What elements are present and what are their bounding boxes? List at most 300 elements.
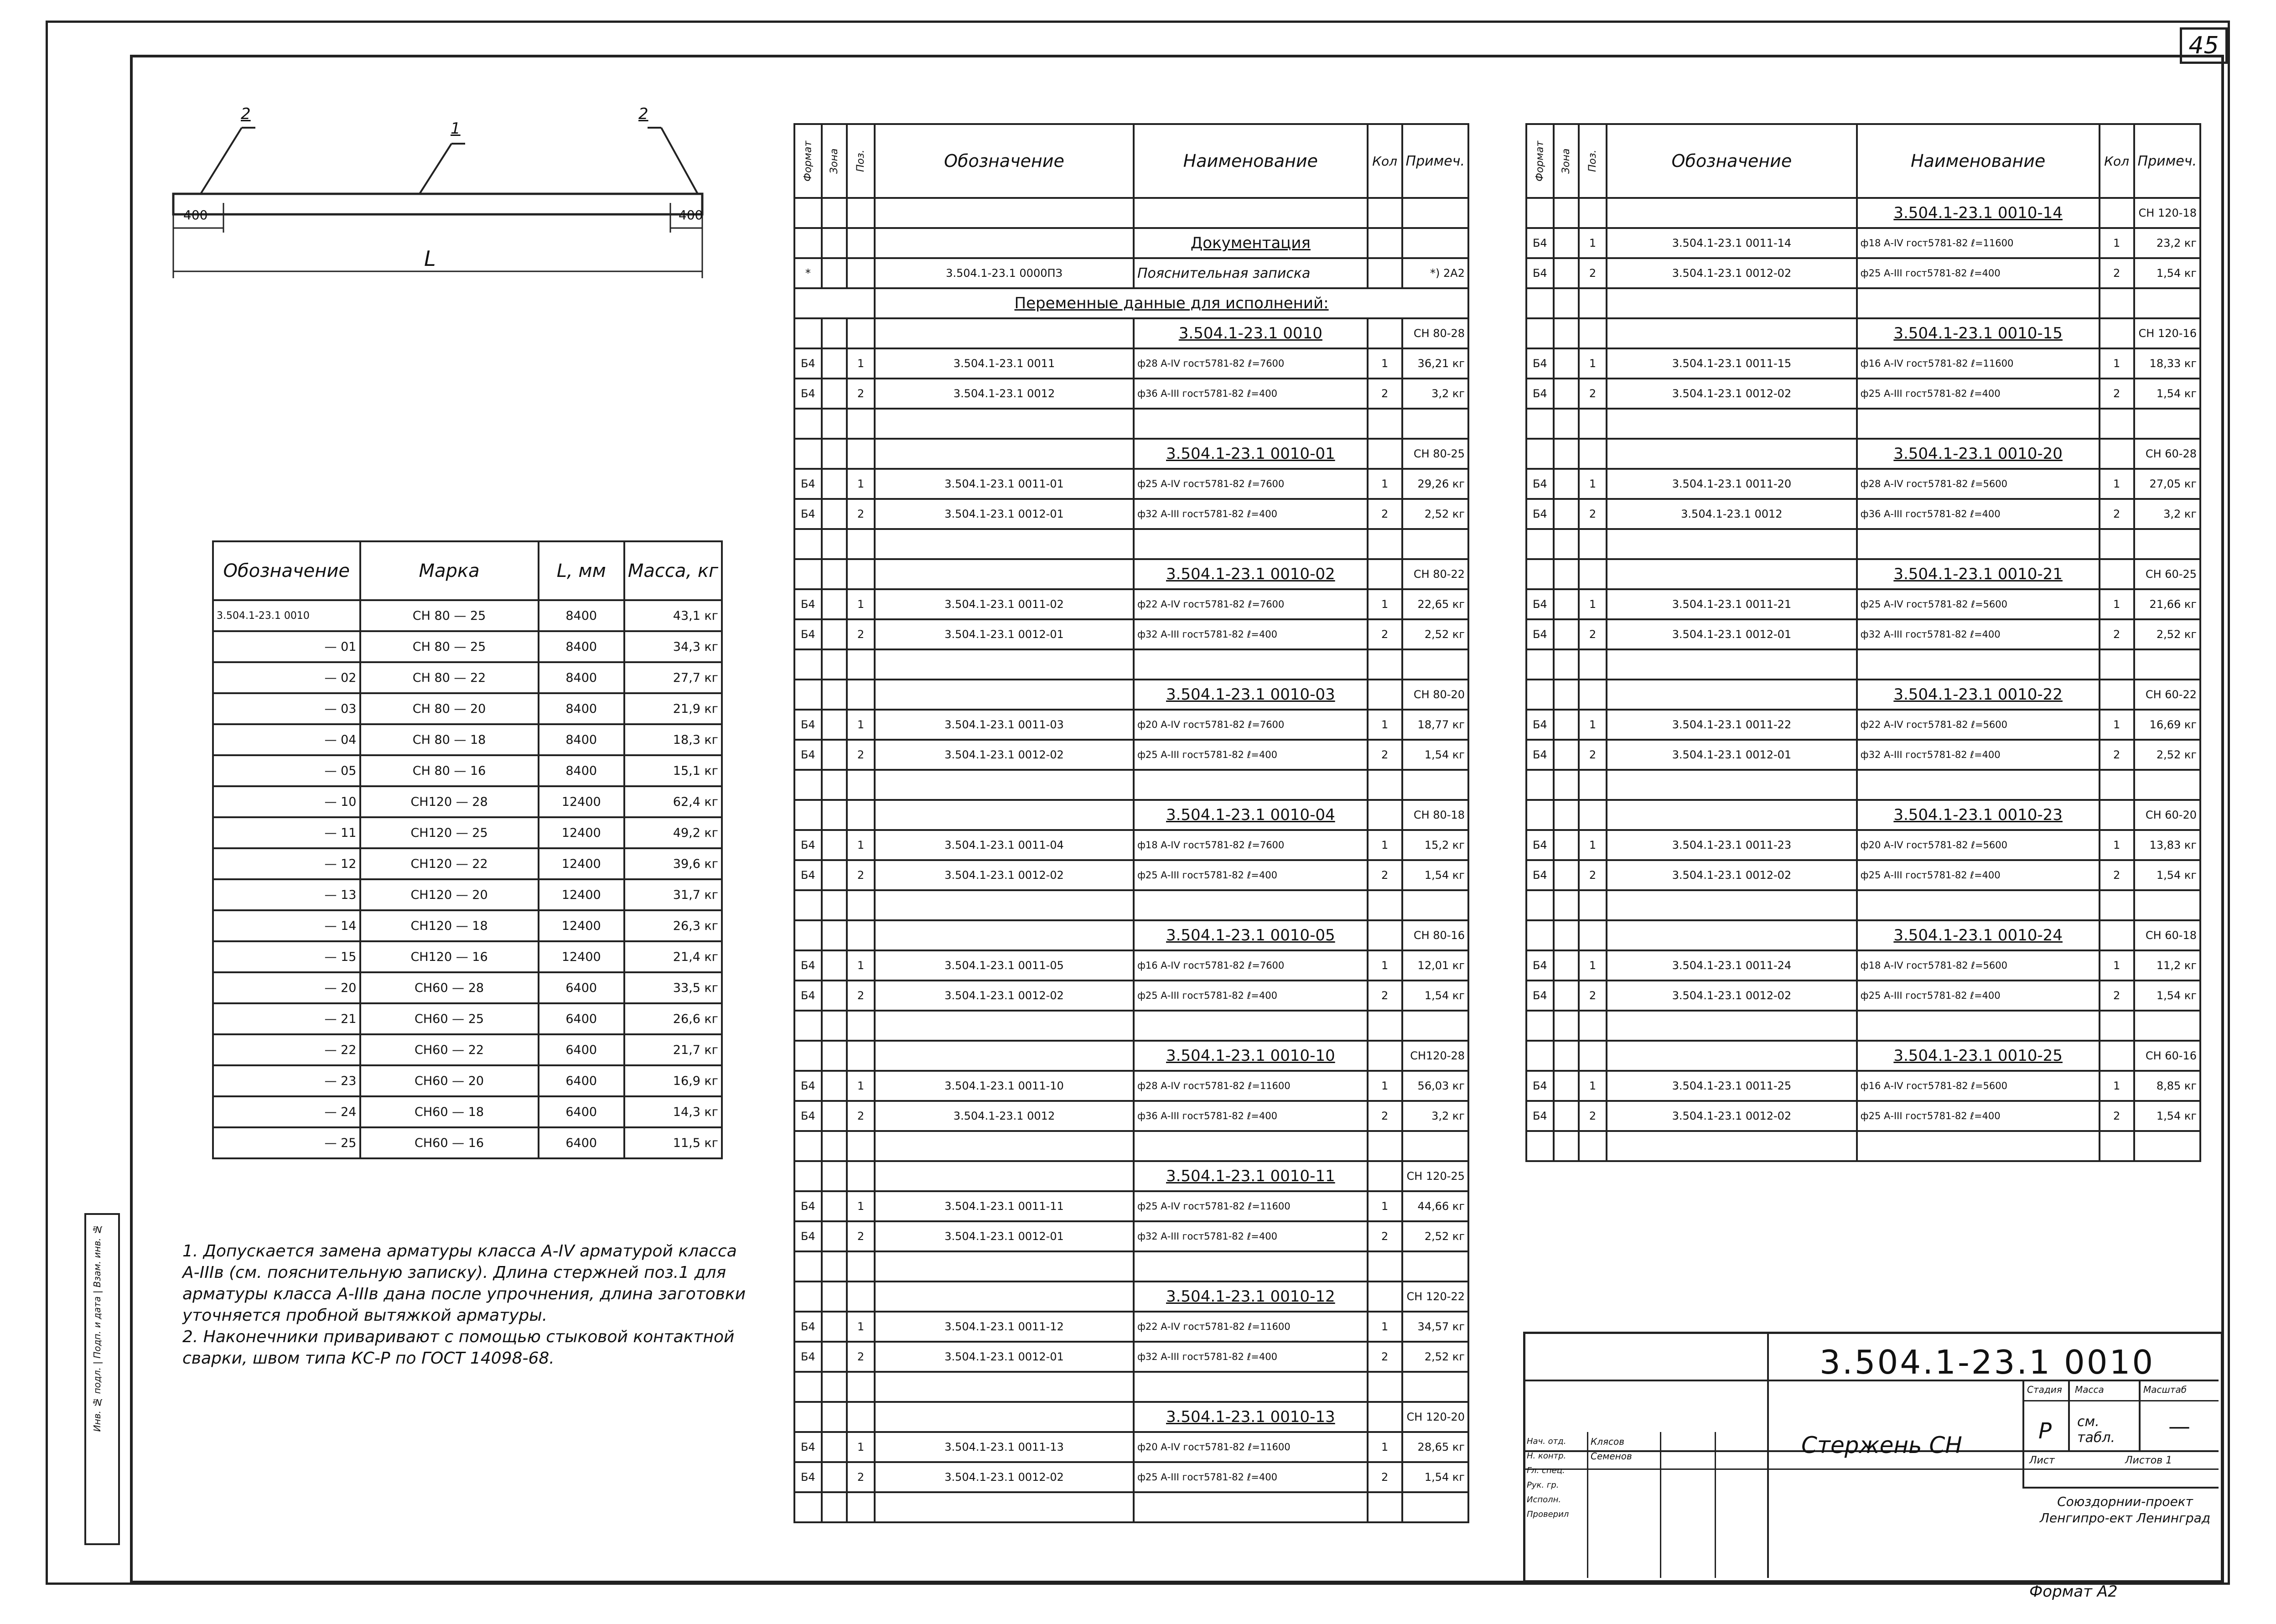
spec-right-cell-note: СН 60-25 bbox=[2134, 559, 2200, 589]
spec-left-cell-zone bbox=[822, 409, 847, 439]
spec-left-cell-note: СН 80-18 bbox=[1402, 800, 1468, 830]
spec-right-cell-designation: 3.504.1-23.1 0011-21 bbox=[1607, 589, 1857, 619]
spec-left-cell-note: 2,52 кг bbox=[1402, 619, 1468, 649]
dim-right-value: 400 bbox=[679, 208, 703, 223]
spec-left-cell-designation: 3.504.1-23.1 0012-02 bbox=[875, 1462, 1134, 1492]
spec-left-cell-pos bbox=[847, 1131, 875, 1161]
spec-right-cell-format: Б4 bbox=[1526, 499, 1554, 529]
spec-right-cell-pos bbox=[1579, 318, 1607, 348]
spec-right-cell-designation: 3.504.1-23.1 0011-22 bbox=[1607, 710, 1857, 740]
spec-right-cell-note bbox=[2134, 1011, 2200, 1041]
spec-left-section-title: Переменные данные для исполнений: bbox=[875, 288, 1468, 318]
spec-left-cell-qty bbox=[1368, 198, 1402, 228]
mark-cell-length: 12400 bbox=[539, 910, 624, 941]
spec-right-cell-zone bbox=[1554, 860, 1579, 890]
spec-left-cell-zone bbox=[822, 318, 847, 348]
spec-right-cell-format bbox=[1526, 890, 1554, 920]
spec-left-cell-note: 1,54 кг bbox=[1402, 860, 1468, 890]
spec-left-row bbox=[794, 740, 1468, 770]
spec-left-cell-note: 3,2 кг bbox=[1402, 379, 1468, 409]
tb-sign-role: Гл. спец. bbox=[1527, 1466, 1565, 1475]
spec-left-row bbox=[794, 379, 1468, 409]
spec-right-cell-pos bbox=[1579, 890, 1607, 920]
spec-left-cell-format bbox=[794, 1131, 822, 1161]
spec-right-cell-pos: 1 bbox=[1579, 710, 1607, 740]
spec-right-cell-format bbox=[1526, 559, 1554, 589]
spec-right-cell-pos: 1 bbox=[1579, 348, 1607, 379]
spec-left-cell-pos: 1 bbox=[847, 1432, 875, 1462]
tb-mass-label: Масса bbox=[2075, 1384, 2104, 1395]
spec-right-cell-designation: 3.504.1-23.1 0012-02 bbox=[1607, 258, 1857, 288]
spec-left-cell-zone bbox=[822, 680, 847, 710]
mark-cell-mark: СН60 — 28 bbox=[360, 972, 539, 1003]
spec-right-cell-qty bbox=[2100, 318, 2134, 348]
spec-right-cell-name: ф20 А-IV гост5781-82 ℓ=5600 bbox=[1857, 830, 2100, 860]
spec-left-cell-qty: 1 bbox=[1368, 589, 1402, 619]
mark-cell-mark: СН120 — 16 bbox=[360, 941, 539, 972]
spec-right-cell-qty bbox=[2100, 1131, 2134, 1161]
spec-left-row bbox=[794, 1041, 1468, 1071]
spec-left-cell-designation bbox=[875, 439, 1134, 469]
tb-scale-label: Масштаб bbox=[2143, 1384, 2187, 1395]
spec-right-cell-format: Б4 bbox=[1526, 981, 1554, 1011]
spec-left-cell-name bbox=[1134, 1011, 1368, 1041]
spec-right-cell-designation bbox=[1607, 1131, 1857, 1161]
spec-right-row bbox=[1526, 860, 2200, 890]
mark-cell-mark: СН60 — 20 bbox=[360, 1065, 539, 1096]
spec-left-cell-note: СН 80-28 bbox=[1402, 318, 1468, 348]
spec-left-row bbox=[794, 559, 1468, 589]
spec-left-row bbox=[794, 649, 1468, 680]
spec-right-row bbox=[1526, 258, 2200, 288]
spec-left-cell-format bbox=[794, 439, 822, 469]
spec-left-row bbox=[794, 1282, 1468, 1312]
spec-right-cell-name bbox=[1857, 890, 2100, 920]
spec-left-row bbox=[794, 830, 1468, 860]
mark-cell-length: 6400 bbox=[539, 1127, 624, 1158]
spec-left-cell-qty bbox=[1368, 1131, 1402, 1161]
spec-right-header-qty: Кол bbox=[2100, 124, 2134, 198]
spec-right-cell-format bbox=[1526, 529, 1554, 559]
spec-right-cell-qty bbox=[2100, 890, 2134, 920]
spec-left-cell-zone bbox=[822, 1011, 847, 1041]
mark-cell-mass: 26,6 кг bbox=[624, 1003, 722, 1034]
spec-left-row bbox=[794, 288, 1468, 318]
spec-right-cell-note: 18,33 кг bbox=[2134, 348, 2200, 379]
spec-right-cell-name bbox=[1857, 770, 2100, 800]
spec-right-row bbox=[1526, 830, 2200, 860]
spec-left-cell-name: 3.504.1-23.1 0010-03 bbox=[1134, 680, 1368, 710]
spec-left-cell-format: Б4 bbox=[794, 740, 822, 770]
spec-left-row bbox=[794, 800, 1468, 830]
spec-left-cell-pos bbox=[847, 770, 875, 800]
spec-left-cell-designation: 3.504.1-23.1 0011-03 bbox=[875, 710, 1134, 740]
spec-left-cell-format: Б4 bbox=[794, 1071, 822, 1101]
spec-right-cell-zone bbox=[1554, 1041, 1579, 1071]
mark-cell-mass: 21,4 кг bbox=[624, 941, 722, 972]
spec-left-cell-qty bbox=[1368, 890, 1402, 920]
tb-sign-name: Клясов bbox=[1591, 1436, 1625, 1447]
spec-right-row bbox=[1526, 950, 2200, 981]
spec-right-cell-note bbox=[2134, 288, 2200, 318]
mark-cell-length: 8400 bbox=[539, 662, 624, 693]
label-pos2-left: 2 bbox=[241, 105, 251, 123]
spec-right-cell-note bbox=[2134, 890, 2200, 920]
spec-left-cell-note: СН 80-22 bbox=[1402, 559, 1468, 589]
spec-right-row bbox=[1526, 469, 2200, 499]
spec-left-cell-qty bbox=[1368, 649, 1402, 680]
spec-right-cell-qty bbox=[2100, 559, 2134, 589]
title-block-title: Стержень СН bbox=[1801, 1432, 1962, 1458]
spec-left-cell-pos bbox=[847, 800, 875, 830]
spec-right-cell-format: Б4 bbox=[1526, 619, 1554, 649]
spec-left-header-qty: Кол bbox=[1368, 124, 1402, 198]
spec-right-cell-zone bbox=[1554, 649, 1579, 680]
spec-right-row bbox=[1526, 770, 2200, 800]
spec-right-cell-zone bbox=[1554, 318, 1579, 348]
spec-right-cell-note: 1,54 кг bbox=[2134, 981, 2200, 1011]
spec-left-cell-zone bbox=[822, 1432, 847, 1462]
spec-left-cell-zone bbox=[822, 860, 847, 890]
spec-right-cell-designation: 3.504.1-23.1 0011-23 bbox=[1607, 830, 1857, 860]
spec-right-cell-pos bbox=[1579, 920, 1607, 950]
spec-left-cell-qty: 2 bbox=[1368, 981, 1402, 1011]
spec-left-row bbox=[794, 439, 1468, 469]
spec-left-cell-zone bbox=[822, 710, 847, 740]
spec-right-cell-note: 1,54 кг bbox=[2134, 258, 2200, 288]
spec-left-cell-name: 3.504.1-23.1 0010-13 bbox=[1134, 1402, 1368, 1432]
spec-right-cell-format bbox=[1526, 439, 1554, 469]
spec-right-cell-note: СН 60-16 bbox=[2134, 1041, 2200, 1071]
spec-right-cell-designation bbox=[1607, 800, 1857, 830]
spec-right-header-zone: Зона bbox=[1554, 124, 1579, 198]
spec-left-cell-qty: 1 bbox=[1368, 950, 1402, 981]
spec-right-row bbox=[1526, 318, 2200, 348]
spec-right-cell-format bbox=[1526, 1011, 1554, 1041]
spec-left-cell-name: ф22 А-IV гост5781-82 ℓ=7600 bbox=[1134, 589, 1368, 619]
spec-left-cell-format bbox=[794, 920, 822, 950]
mark-cell-designation: — 10 bbox=[213, 786, 360, 817]
spec-right-cell-pos: 2 bbox=[1579, 379, 1607, 409]
spec-left-cell-format: Б4 bbox=[794, 469, 822, 499]
spec-left-header-designation: Обозначение bbox=[875, 124, 1134, 198]
spec-left-cell-zone bbox=[822, 258, 847, 288]
spec-right-cell-qty: 1 bbox=[2100, 589, 2134, 619]
spec-left-cell-format bbox=[794, 770, 822, 800]
spec-right-cell-zone bbox=[1554, 529, 1579, 559]
mark-cell-designation: — 25 bbox=[213, 1127, 360, 1158]
spec-left-row bbox=[794, 1372, 1468, 1402]
spec-left-cell-designation: 3.504.1-23.1 0011-04 bbox=[875, 830, 1134, 860]
spec-right-cell-name bbox=[1857, 288, 2100, 318]
spec-left-cell-note bbox=[1402, 649, 1468, 680]
spec-left-cell-name: Документация bbox=[1134, 228, 1368, 258]
spec-right-cell-qty bbox=[2100, 1041, 2134, 1071]
spec-left-cell-pos: 1 bbox=[847, 830, 875, 860]
spec-right-cell-qty bbox=[2100, 649, 2134, 680]
spec-right-cell-name: 3.504.1-23.1 0010-24 bbox=[1857, 920, 2100, 950]
spec-right-cell-name: ф22 А-IV гост5781-82 ℓ=5600 bbox=[1857, 710, 2100, 740]
spec-left-cell-designation: 3.504.1-23.1 0011-02 bbox=[875, 589, 1134, 619]
spec-right-cell-format bbox=[1526, 409, 1554, 439]
spec-right-cell-format bbox=[1526, 198, 1554, 228]
spec-right-cell-note: СН 120-18 bbox=[2134, 198, 2200, 228]
tb-sign-role: Рук. гр. bbox=[1527, 1480, 1559, 1490]
spec-right-cell-name bbox=[1857, 649, 2100, 680]
spec-left-cell-pos bbox=[847, 890, 875, 920]
spec-left-row bbox=[794, 1492, 1468, 1522]
spec-right-cell-pos: 1 bbox=[1579, 830, 1607, 860]
sheet-number: 45 bbox=[2180, 27, 2228, 64]
spec-left-cell-zone bbox=[822, 1101, 847, 1131]
spec-left-header-pos: Поз. bbox=[847, 124, 875, 198]
spec-right-header-name: Наименование bbox=[1857, 124, 2100, 198]
spec-left-cell-qty bbox=[1368, 920, 1402, 950]
spec-right-cell-zone bbox=[1554, 1131, 1579, 1161]
spec-right-cell-format bbox=[1526, 288, 1554, 318]
spec-right-cell-designation: 3.504.1-23.1 0011-14 bbox=[1607, 228, 1857, 258]
spec-right-cell-qty: 2 bbox=[2100, 981, 2134, 1011]
spec-left-cell-blank bbox=[794, 288, 875, 318]
mark-cell-mass: 31,7 кг bbox=[624, 879, 722, 910]
spec-left-row bbox=[794, 710, 1468, 740]
spec-right-cell-note: 23,2 кг bbox=[2134, 228, 2200, 258]
spec-left-row bbox=[794, 1462, 1468, 1492]
spec-right-cell-designation bbox=[1607, 890, 1857, 920]
spec-left-cell-name: 3.504.1-23.1 0010-05 bbox=[1134, 920, 1368, 950]
spec-left-cell-pos: 2 bbox=[847, 379, 875, 409]
spec-right-cell-format bbox=[1526, 770, 1554, 800]
spec-right-cell-designation: 3.504.1-23.1 0012-01 bbox=[1607, 740, 1857, 770]
spec-right-cell-qty: 1 bbox=[2100, 348, 2134, 379]
spec-left-cell-name: 3.504.1-23.1 0010-11 bbox=[1134, 1161, 1368, 1191]
spec-right-cell-format bbox=[1526, 1041, 1554, 1071]
spec-right-cell-pos: 1 bbox=[1579, 1071, 1607, 1101]
mark-row bbox=[213, 941, 722, 972]
sheet-format: Формат А2 bbox=[2029, 1582, 2118, 1601]
spec-left-cell-pos bbox=[847, 1402, 875, 1432]
spec-left-cell-format bbox=[794, 1011, 822, 1041]
spec-left-cell-format: Б4 bbox=[794, 1342, 822, 1372]
approval-strip bbox=[84, 1213, 120, 1545]
spec-right-row bbox=[1526, 409, 2200, 439]
spec-left-cell-format bbox=[794, 198, 822, 228]
mark-cell-mark: СН60 — 16 bbox=[360, 1127, 539, 1158]
spec-left-cell-format bbox=[794, 1161, 822, 1191]
spec-left-cell-qty: 2 bbox=[1368, 1101, 1402, 1131]
spec-left-cell-name: ф25 А-III гост5781-82 ℓ=400 bbox=[1134, 860, 1368, 890]
spec-left-cell-qty: 2 bbox=[1368, 740, 1402, 770]
spec-left-cell-qty: 1 bbox=[1368, 348, 1402, 379]
spec-right-cell-pos: 2 bbox=[1579, 499, 1607, 529]
spec-right-row bbox=[1526, 1011, 2200, 1041]
spec-left-cell-zone bbox=[822, 1131, 847, 1161]
spec-left-row bbox=[794, 1432, 1468, 1462]
spec-left-row bbox=[794, 860, 1468, 890]
spec-right-cell-zone bbox=[1554, 589, 1579, 619]
spec-right-cell-name: ф16 А-IV гост5781-82 ℓ=5600 bbox=[1857, 1071, 2100, 1101]
spec-right-cell-zone bbox=[1554, 1101, 1579, 1131]
spec-left-cell-pos bbox=[847, 529, 875, 559]
spec-left-cell-zone bbox=[822, 1342, 847, 1372]
spec-left-cell-format: Б4 bbox=[794, 1462, 822, 1492]
spec-left-cell-zone bbox=[822, 740, 847, 770]
spec-right-cell-pos bbox=[1579, 800, 1607, 830]
spec-right-cell-designation bbox=[1607, 920, 1857, 950]
spec-right-cell-pos bbox=[1579, 409, 1607, 439]
spec-right-cell-note: 13,83 кг bbox=[2134, 830, 2200, 860]
spec-right-cell-note: 27,05 кг bbox=[2134, 469, 2200, 499]
title-block-code: 3.504.1-23.1 0010 bbox=[1820, 1343, 2155, 1381]
tb-sign-role: Проверил bbox=[1527, 1510, 1569, 1519]
spec-left-header-note: Примеч. bbox=[1402, 124, 1468, 198]
mark-cell-length: 6400 bbox=[539, 1096, 624, 1127]
spec-left-cell-designation bbox=[875, 228, 1134, 258]
mark-cell-mark: СН 80 — 16 bbox=[360, 755, 539, 786]
spec-left-cell-note: СН 120-20 bbox=[1402, 1402, 1468, 1432]
spec-right-cell-pos: 2 bbox=[1579, 258, 1607, 288]
spec-left-cell-format: Б4 bbox=[794, 710, 822, 740]
spec-right-cell-designation bbox=[1607, 1041, 1857, 1071]
mark-row bbox=[213, 724, 722, 755]
spec-left-cell-pos bbox=[847, 680, 875, 710]
spec-right-cell-pos: 1 bbox=[1579, 469, 1607, 499]
spec-left-cell-note bbox=[1402, 1011, 1468, 1041]
spec-left-cell-zone bbox=[822, 770, 847, 800]
spec-right-cell-name: ф25 А-III гост5781-82 ℓ=400 bbox=[1857, 379, 2100, 409]
spec-left-row bbox=[794, 1191, 1468, 1221]
spec-left-cell-designation bbox=[875, 1161, 1134, 1191]
spec-left-cell-name: Пояснительная записка bbox=[1134, 258, 1368, 288]
spec-left-cell-pos bbox=[847, 1372, 875, 1402]
spec-right-cell-pos bbox=[1579, 529, 1607, 559]
spec-right-cell-zone bbox=[1554, 890, 1579, 920]
mark-row bbox=[213, 600, 722, 631]
spec-left-cell-name: 3.504.1-23.1 0010-01 bbox=[1134, 439, 1368, 469]
spec-left-cell-designation: 3.504.1-23.1 0011-05 bbox=[875, 950, 1134, 981]
mark-cell-mass: 39,6 кг bbox=[624, 848, 722, 879]
spec-left-cell-note bbox=[1402, 1372, 1468, 1402]
spec-left-cell-note: 28,65 кг bbox=[1402, 1432, 1468, 1462]
spec-right-cell-zone bbox=[1554, 198, 1579, 228]
spec-right-cell-designation bbox=[1607, 649, 1857, 680]
spec-left-cell-qty bbox=[1368, 1251, 1402, 1282]
spec-left-cell-name bbox=[1134, 1131, 1368, 1161]
spec-left-cell-note: СН 80-25 bbox=[1402, 439, 1468, 469]
spec-left-cell-format: Б4 bbox=[794, 348, 822, 379]
spec-right-cell-note: СН 60-18 bbox=[2134, 920, 2200, 950]
spec-left-cell-format bbox=[794, 890, 822, 920]
spec-right-cell-name: 3.504.1-23.1 0010-14 bbox=[1857, 198, 2100, 228]
spec-right-cell-zone bbox=[1554, 228, 1579, 258]
spec-left-cell-zone bbox=[822, 619, 847, 649]
spec-right-cell-note bbox=[2134, 409, 2200, 439]
spec-left-cell-name: ф20 А-IV гост5781-82 ℓ=11600 bbox=[1134, 1432, 1368, 1462]
spec-left-cell-designation bbox=[875, 1492, 1134, 1522]
spec-left-cell-note: 2,52 кг bbox=[1402, 1221, 1468, 1251]
spec-left-cell-pos bbox=[847, 409, 875, 439]
spec-right-cell-format: Б4 bbox=[1526, 740, 1554, 770]
spec-left-row bbox=[794, 348, 1468, 379]
spec-left-cell-zone bbox=[822, 1041, 847, 1071]
label-pos2-right: 2 bbox=[638, 105, 648, 123]
tb-stage: Р bbox=[2038, 1418, 2052, 1444]
mark-cell-mark: СН 80 — 20 bbox=[360, 693, 539, 724]
spec-right-cell-note bbox=[2134, 649, 2200, 680]
spec-right-cell-zone bbox=[1554, 379, 1579, 409]
spec-left-cell-designation: 3.504.1-23.1 0012-01 bbox=[875, 499, 1134, 529]
spec-right-cell-qty: 1 bbox=[2100, 710, 2134, 740]
spec-left-cell-name: 3.504.1-23.1 0010-10 bbox=[1134, 1041, 1368, 1071]
spec-left-cell-format bbox=[794, 1492, 822, 1522]
spec-left-row bbox=[794, 981, 1468, 1011]
spec-right-cell-qty bbox=[2100, 920, 2134, 950]
spec-left-cell-format bbox=[794, 1251, 822, 1282]
mark-cell-designation: — 01 bbox=[213, 631, 360, 662]
spec-right-cell-format: Б4 bbox=[1526, 589, 1554, 619]
spec-right-cell-note: 2,52 кг bbox=[2134, 619, 2200, 649]
spec-right-cell-designation bbox=[1607, 529, 1857, 559]
spec-left-row bbox=[794, 1161, 1468, 1191]
spec-left-cell-zone bbox=[822, 1372, 847, 1402]
spec-right-cell-designation: 3.504.1-23.1 0011-20 bbox=[1607, 469, 1857, 499]
spec-left-row bbox=[794, 228, 1468, 258]
spec-left-cell-note: 18,77 кг bbox=[1402, 710, 1468, 740]
spec-right-cell-qty bbox=[2100, 680, 2134, 710]
spec-right-cell-pos: 2 bbox=[1579, 740, 1607, 770]
spec-right-cell-name: 3.504.1-23.1 0010-15 bbox=[1857, 318, 2100, 348]
spec-right-cell-note: СН 60-28 bbox=[2134, 439, 2200, 469]
mark-cell-designation: — 13 bbox=[213, 879, 360, 910]
spec-left-cell-format bbox=[794, 409, 822, 439]
spec-left-cell-note bbox=[1402, 409, 1468, 439]
mark-cell-length: 12400 bbox=[539, 941, 624, 972]
spec-right-cell-name: 3.504.1-23.1 0010-25 bbox=[1857, 1041, 2100, 1071]
spec-right-cell-pos bbox=[1579, 680, 1607, 710]
spec-left-cell-note bbox=[1402, 770, 1468, 800]
spec-right-cell-pos: 1 bbox=[1579, 228, 1607, 258]
spec-left-cell-qty: 2 bbox=[1368, 860, 1402, 890]
spec-left-cell-note: 36,21 кг bbox=[1402, 348, 1468, 379]
spec-left-cell-designation bbox=[875, 409, 1134, 439]
spec-left-cell-name bbox=[1134, 1372, 1368, 1402]
spec-right-cell-format: Б4 bbox=[1526, 1071, 1554, 1101]
spec-right-cell-note: 8,85 кг bbox=[2134, 1071, 2200, 1101]
spec-left-cell-zone bbox=[822, 439, 847, 469]
spec-right-row bbox=[1526, 890, 2200, 920]
spec-right-cell-note: 1,54 кг bbox=[2134, 860, 2200, 890]
spec-left-cell-designation: 3.504.1-23.1 0011-12 bbox=[875, 1312, 1134, 1342]
spec-right-cell-note bbox=[2134, 529, 2200, 559]
mark-cell-designation: — 22 bbox=[213, 1034, 360, 1065]
mark-cell-designation: — 04 bbox=[213, 724, 360, 755]
spec-left-cell-zone bbox=[822, 589, 847, 619]
spec-left-cell-note: 1,54 кг bbox=[1402, 1462, 1468, 1492]
spec-left-cell-zone bbox=[822, 1221, 847, 1251]
spec-left-cell-format bbox=[794, 318, 822, 348]
mark-cell-mass: 11,5 кг bbox=[624, 1127, 722, 1158]
mark-cell-designation: — 12 bbox=[213, 848, 360, 879]
spec-right-cell-format bbox=[1526, 680, 1554, 710]
spec-left-cell-zone bbox=[822, 348, 847, 379]
mark-header-length: L, мм bbox=[539, 541, 624, 600]
spec-left-cell-format: Б4 bbox=[794, 1221, 822, 1251]
spec-left-cell-note: 1,54 кг bbox=[1402, 981, 1468, 1011]
spec-left-cell-designation: 3.504.1-23.1 0011-11 bbox=[875, 1191, 1134, 1221]
spec-left-cell-pos bbox=[847, 1011, 875, 1041]
spec-right-cell-zone bbox=[1554, 258, 1579, 288]
spec-right-cell-pos bbox=[1579, 770, 1607, 800]
